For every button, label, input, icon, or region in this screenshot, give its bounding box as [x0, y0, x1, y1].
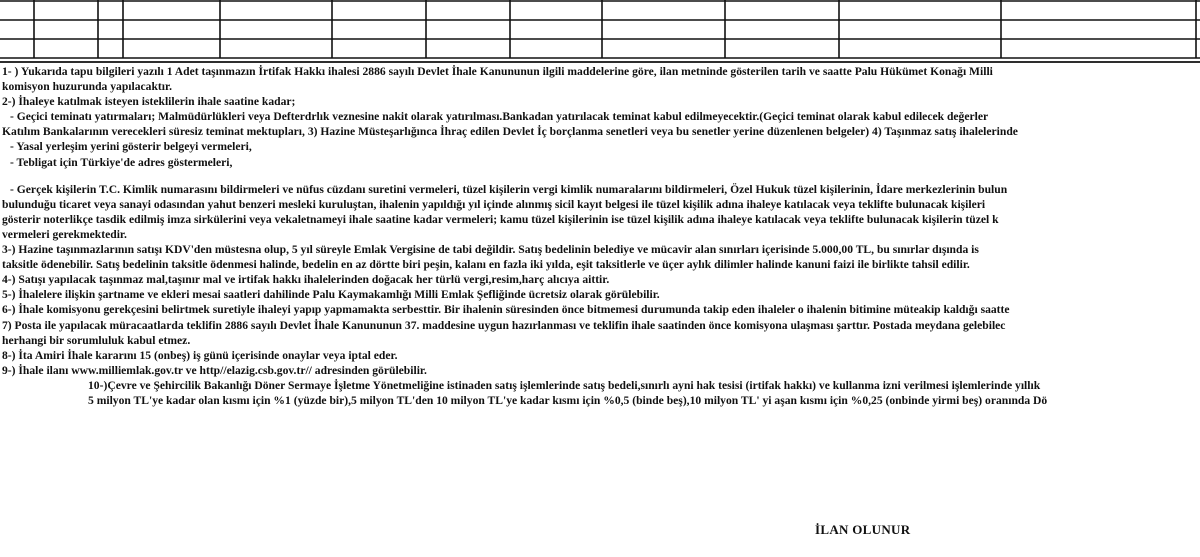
clause-2-bullet-teminat: - Geçici teminatı yatırmaları; Malmüdürlükleri veya Defterdrlık veznesine nakit olarak yatırılması.Bankadan yatırılacak teminat kabul edilmeyecektir.(Geçici teminat olarak kabul edilecek değerler [10, 110, 989, 124]
clause-2-bullet-yerlesim: - Yasal yerleşim yerini gösterir belgeyi vermeleri, [10, 140, 252, 154]
property-table [0, 0, 1200, 64]
clause-4: 4-) Satışı yapılacak taşınmaz mal,taşınır mal ve irtifak hakkı ihalelerinden doğacak her türlü vergi,resim,harç alıcıya aittir. [2, 273, 610, 287]
clause-1-line-1: 1- ) Yukarıda tapu bilgileri yazılı 1 Adet taşınmazın İrtifak Hakkı ihalesi 2886 sayılı Devlet İhale Kanununun ilgili maddelerine göre, ilan metninde gösterilen tarih ve saatte Palu Hükümet Konağı Milli [2, 65, 993, 78]
clause-7-line-2: herhangi bir sorumluluk kabul etmez. [2, 333, 191, 347]
clause-7-line-1: 7) Posta ile yapılacak müracaatlarda teklifin 2886 sayılı Devlet İhale Kanununun 37. maddesine uygun hazırlanması ve teklifin ihale saatinden önce komisyona ulaşması şarttır. Postada meydana gelebilec [2, 318, 1006, 332]
clause-2-teminat-continued: Katılım Bankalarının verecekleri süresiz teminat mektupları, 3) Hazine Müsteşarlığınca İhraç edilen Devlet İç borçlanma senetleri veya bu senetler yerine düzenlenen belgeler) 4) Taşınmaz satış ihalelerinde [2, 125, 1018, 139]
clause-2-kimlik-line-2: bulunduğu ticaret veya sanayi odasından yahut benzeri mesleki kuruluştan, ihalenin yapıldığı yıl içinde alınmış sicil kayıt belgesi ile tüzel kişilik adına ihaleye katılacak veya teklifte bulunacak kişileri [2, 197, 986, 211]
clause-2-bullet-tebligat: - Tebligat için Türkiye'de adres göstermeleri, [10, 155, 233, 169]
property-table-grid [0, 0, 1200, 64]
clause-2-bullet-kimlik: - Gerçek kişilerin T.C. Kimlik numarasını bildirmeleri ve nüfus cüzdanı suretini vermeleri, tüzel kişilerin vergi kimlik numaralarını bildirmeleri, Özel Hukuk tüzel kişilerinin, İdare merkezlerinin bulun [10, 182, 1008, 196]
clause-3-line-1: 3-) Hazine taşınmazlarının satışı KDV'den müstesna olup, 5 yıl süreyle Emlak Vergisine de tabi değildir. Satış bedelinin belediye ve mücavir alan sınırları içerisinde 5.000,00 TL, bu sınırlar dışında is [2, 243, 979, 257]
announcement-body [0, 64, 1200, 408]
clause-10-line-2: 5 milyon TL'ye kadar olan kısmı için %1 (yüzde bir),5 milyon TL'den 10 milyon TL'ye kadar kısmı için %0,5 (binde beş),10 milyon TL' yi aşan kısmı için %0,25 (onbinde yirmi beş) oranında Dö [88, 393, 1048, 407]
clause-2-heading: 2-) İhaleye katılmak isteyen isteklilerin ihale saatine kadar; [2, 95, 296, 109]
clause-8: 8-) İta Amiri İhale kararını 15 (onbeş) iş günü içerisinde onaylar veya iptal eder. [2, 348, 398, 362]
clause-10-line-1: 10-)Çevre ve Şehircilik Bakanlığı Döner Sermaye İşletme Yönetmeliğine istinaden satış işlemlerinde satış bedeli,sınırlı ayni hak tesisi (irtifak hakkı) ve kullanma izni verilmesi işlemlerinde yıllık [88, 378, 1041, 392]
ilan-olunur-closing: İLAN OLUNUR [815, 522, 911, 537]
clause-6: 6-) İhale komisyonu gerekçesini belirtmek suretiyle ihaleyi yapıp yapmamakta serbesttir. Bir ihalenin süresinden önce bitmemesi durumunda takip eden ihaleler o ihalenin bitimine müteakip kaldığı saatte [2, 303, 1010, 317]
clause-9: 9-) İhale ilanı www.milliemlak.gov.tr ve http//elazig.csb.gov.tr// adresinden görülebilir. [2, 363, 427, 377]
clause-1-line-2: komisyon huzurunda yapılacaktır. [2, 80, 172, 94]
clause-2-kimlik-line-4: vermeleri gerekmektedir. [2, 227, 127, 241]
paragraph-gap [0, 170, 1200, 182]
clause-2-kimlik-line-3: gösterir noterlikçe tasdik edilmiş imza sirkülerini veya vekaletnameyi ihale saatine kadar vermeleri; kamu tüzel kişilerinin ise tüzel kişilik adına ihaleye katılacak veya teklifte bulunacak kişilerin tüzel k [2, 212, 999, 226]
clause-3-line-2: taksitle ödenebilir. Satış bedelinin taksitle ödenmesi halinde, bedelin en az dörtte biri peşin, kalanı en fazla iki yılda, eşit taksitlerle ve üçer aylık dilimler halinde kanuni faizi ile birlikte tahsil edilir. [2, 258, 970, 272]
clause-5: 5-) İhalelere ilişkin şartname ve ekleri mesai saatleri dahilinde Palu Kaymakamlığı Milli Emlak Şefliğinde ücretsiz olarak görülebilir. [2, 288, 660, 302]
